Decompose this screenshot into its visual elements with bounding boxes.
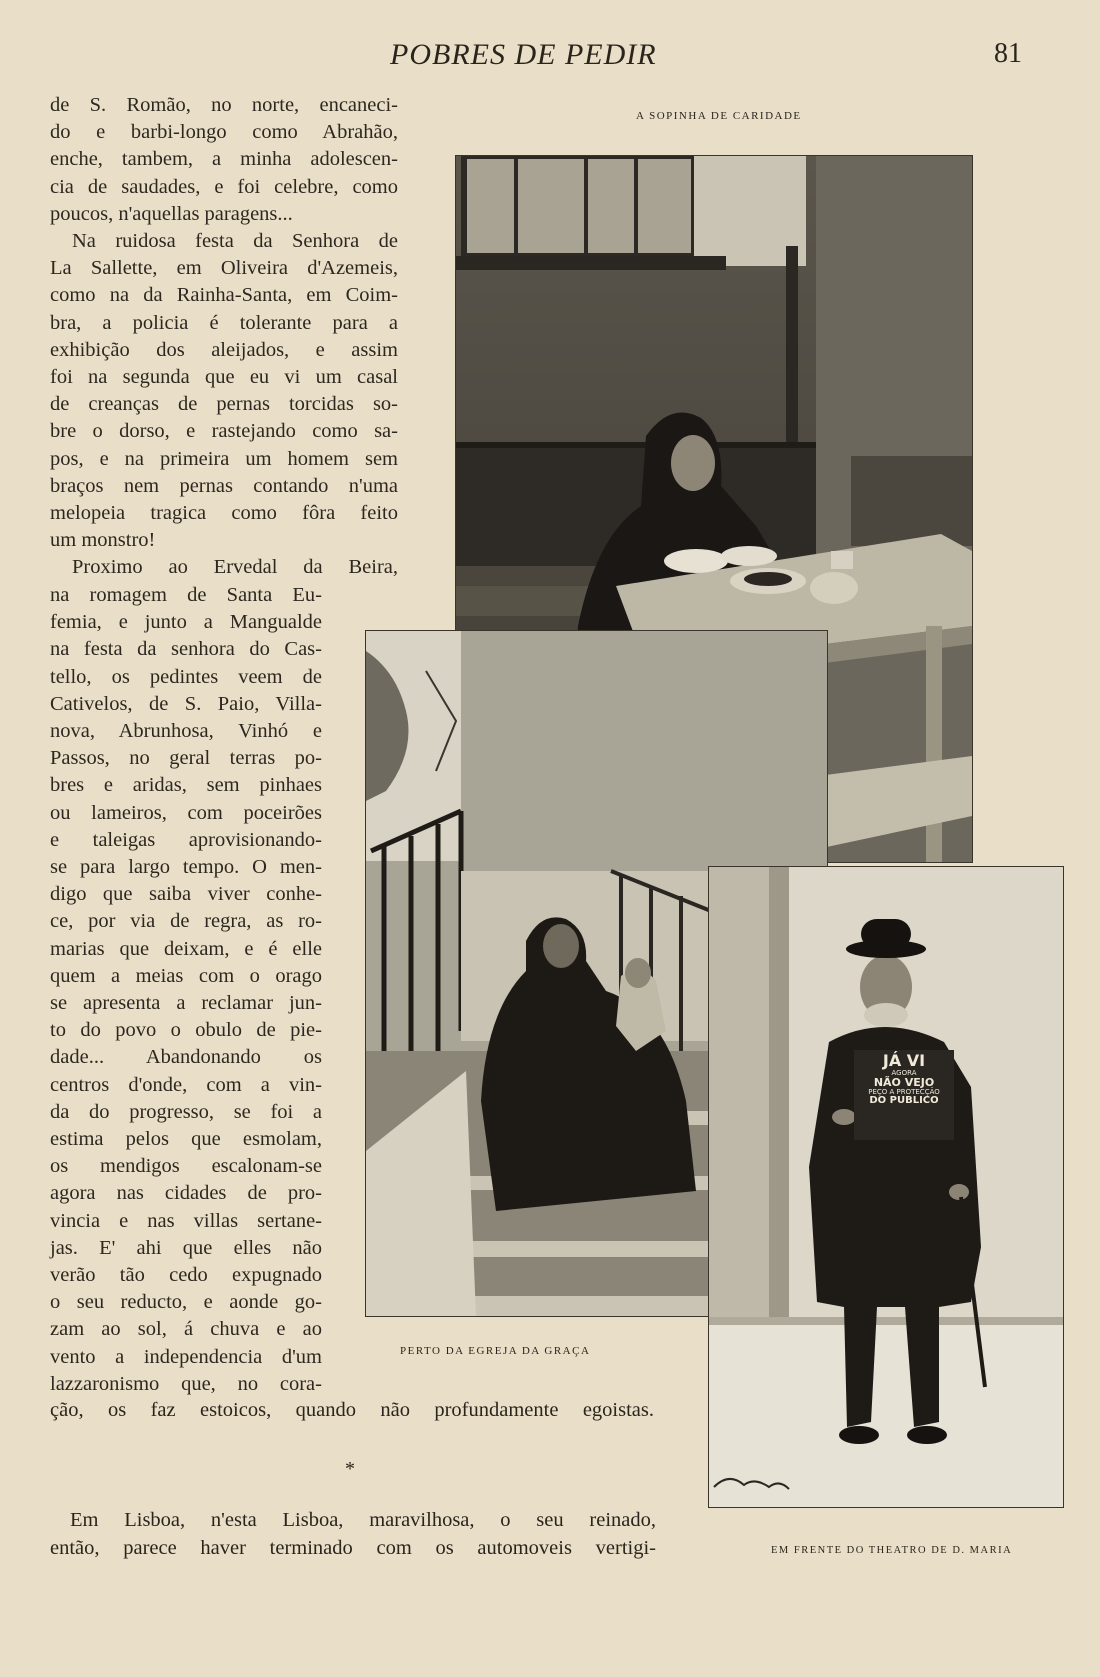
text-line: cia de saudades, e foi celebre, como [50,175,398,198]
text-line: foi na segunda que eu vi um casal [50,366,398,389]
text-line: ou lameiros, com poceirões [50,801,322,824]
text-line: bra, a policia é tolerante para a [50,311,398,334]
text-line: tello, os pedintes veem de [50,665,322,688]
text-line: quem a meias com o orago [50,964,322,987]
text-line: na romagem de Santa Eu- [50,584,322,606]
text-line: vincia e nas villas sertane- [50,1209,322,1232]
text-line: de creanças de pernas torcidas so- [50,393,398,416]
text-line: e taleigas aprovisionando- [50,828,322,851]
text-line-lisbon-2: então, parece haver terminado com os automoveis vertigi- [50,1537,656,1559]
sign-board-text [854,1053,954,1107]
text-line: agora nas cidades de pro- [50,1182,322,1205]
text-line: o seu reducto, e aonde go- [50,1291,322,1314]
text-line: dade... Abandonando os [50,1046,322,1069]
text-line: Cativelos, de S. Paio, Villa- [50,692,322,715]
text-line: bres e aridas, sem pinhaes [50,774,322,797]
text-line: femia, e junto a Mangualde [50,611,322,634]
sign-line: NÃO VEJO [873,1076,935,1090]
text-line: Passos, no geral terras po- [50,747,322,770]
text-line: melopeia tragica como fôra feito [50,502,398,525]
text-line: to do povo o obulo de pie- [50,1019,322,1042]
running-head [0,38,1100,78]
text-line: estima pelos que esmolam, [50,1128,322,1151]
text-line: da do progresso, se foi a [50,1100,322,1123]
text-line: marias que deixam, e é elle [50,937,322,960]
sign-line: JÁ VI [882,1051,926,1070]
text-line: se apresenta a reclamar jun- [50,992,322,1015]
page-number: 81 [994,38,1022,69]
text-line: exhibição dos aleijados, e assim [50,338,398,361]
sign-line: PEÇO A PROTECÇÃO [868,1087,940,1096]
text-line: do e barbi-longo como Abrahão, [50,121,398,144]
text-line: Na ruidosa festa da Senhora de [72,230,398,253]
text-line: bre o dorso, e rastejando como sa- [50,420,398,443]
text-line: os mendigos escalonam-se [50,1155,322,1178]
text-line: zam ao sol, á chuva e ao [50,1318,322,1341]
text-column-upper [50,92,398,582]
text-line: centros d'onde, com a vin- [50,1073,322,1096]
sign-line: DO PUBLICO [869,1095,939,1107]
running-title: POBRES DE PEDIR [390,38,657,71]
text-line-lisbon-1: Em Lisboa, n'esta Lisboa, maravilhosa, o seu reinado, [70,1509,656,1531]
photo-theatro-d-maria [708,866,1064,1508]
text-line: pos, e na primeira um homem sem [50,447,398,470]
text-line: enche, tambem, a minha adolescen- [50,148,398,171]
caption-sopinha: A SOPINHA DE CARIDADE [636,110,802,122]
blind-beggar-illustration [709,867,1063,1507]
text-line: se para largo tempo. O men- [50,856,322,879]
section-separator: * [345,1458,355,1480]
text-column-lower [50,582,322,1398]
text-line: lazzaronismo que, no cora- [50,1372,322,1395]
text-line: La Sallette, em Oliveira d'Azemeis, [50,257,398,280]
text-line: Proximo ao Ervedal da Beira, [72,556,398,579]
text-line: jas. E' ahi que elles não [50,1236,322,1259]
text-line: braços nem pernas contando n'uma [50,474,398,497]
text-line: nova, Abrunhosa, Vinhó e [50,720,322,743]
caption-graca: PERTO DA EGREJA DA GRAÇA [400,1345,591,1357]
text-line: como na da Rainha-Santa, em Coim- [50,284,398,307]
text-line: verão tão cedo expugnado [50,1264,322,1287]
text-line: ce, por via de regra, as ro- [50,910,322,933]
text-line: na festa da senhora do Cas- [50,638,322,661]
caption-theatro: EM FRENTE DO THEATRO DE D. MARIA [771,1545,1013,1556]
text-line: de S. Romão, no norte, encaneci- [50,94,398,116]
sign-line: AGORA [891,1068,917,1077]
text-line: digo que saiba viver conhe- [50,883,322,906]
text-line: um monstro! [50,529,156,552]
text-line-closing: ção, os faz estoicos, quando não profundamente egoistas. [50,1399,654,1421]
text-line: poucos, n'aquellas paragens... [50,202,293,225]
text-line: vento a independencia d'um [50,1345,322,1368]
